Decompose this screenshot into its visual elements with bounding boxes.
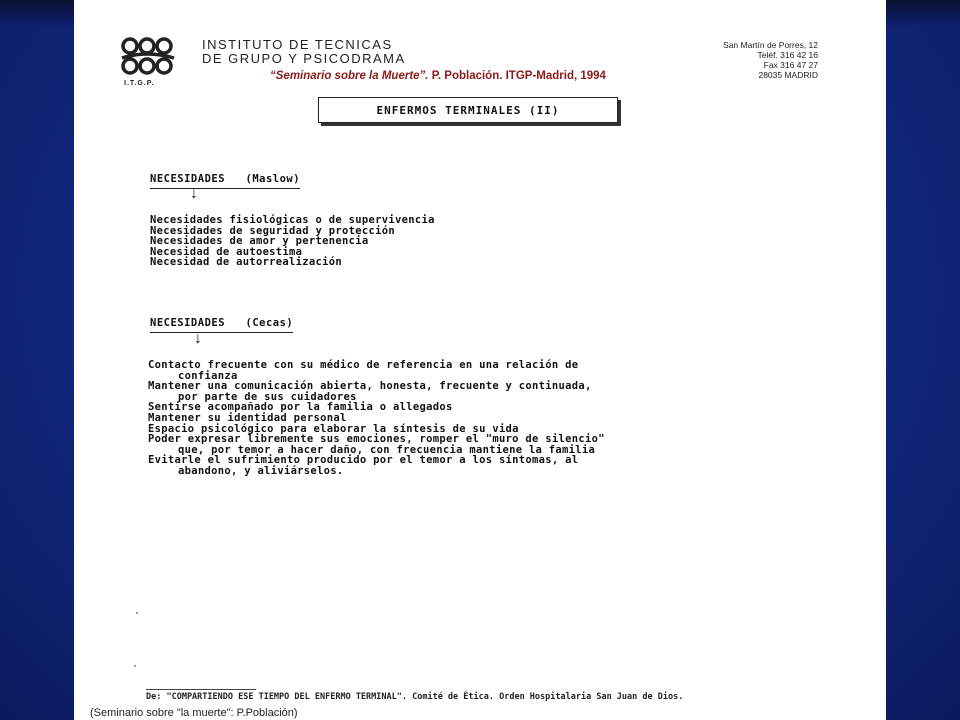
list-item: Necesidades fisiológicas o de supervivencia — [150, 214, 435, 226]
scan-speck — [134, 665, 136, 667]
maslow-list — [150, 215, 435, 268]
list-item: Sentirse acompañado por la familia o allegados — [148, 401, 453, 414]
institute-name — [202, 38, 406, 66]
list-item-continuation: abandono, y aliviárselos. — [178, 464, 344, 477]
list-item-continuation: que, por temor a hacer daño, con frecuencia mantiene la familia — [178, 443, 596, 456]
list-item: Espacio psicológico para elaborar la síntesis de su vida — [148, 422, 519, 435]
heading-underline — [150, 188, 300, 189]
scan-speck — [136, 612, 138, 614]
institute-line-1: INSTITUTO DE TECNICAS — [202, 37, 393, 52]
address-line: 28035 MADRID — [758, 70, 818, 80]
list-item: Contacto frecuente con su médico de referencia en una relación de — [148, 359, 579, 371]
title-box — [318, 97, 618, 123]
footer-rule — [146, 689, 256, 690]
footer-reference: (Seminario sobre "la muerte": P.Población) — [90, 707, 298, 719]
list-item: Necesidades de amor y pertenencia — [150, 235, 369, 248]
source-caption — [270, 70, 606, 82]
cecas-list — [148, 360, 605, 477]
address-line: San Martín de Porres, 12 — [723, 40, 818, 50]
footer-source: De: "COMPARTIENDO ESE TIEMPO DEL ENFERMO TERMINAL". Comité de Ética. Orden Hospitalaria San Juan de Dios. — [146, 692, 684, 702]
heading-underline — [150, 332, 293, 333]
list-item: Poder expresar libremente sus emociones, romper el "muro de silencio" — [148, 433, 605, 446]
down-arrow-icon: ↓ — [194, 330, 202, 347]
caption-rest: P. Población. ITGP-Madrid, 1994 — [428, 70, 606, 82]
list-item: Necesidad de autoestima — [150, 245, 303, 258]
document-title: ENFERMOS TERMINALES (II) — [376, 103, 560, 117]
list-item: Mantener una comunicación abierta, honesta, frecuente y continuada, — [148, 380, 592, 393]
address-line: Fax 316 47 27 — [763, 60, 818, 70]
institute-line-2: DE GRUPO Y PSICODRAMA — [202, 51, 406, 66]
maslow-heading-text: NECESIDADES (Maslow) — [150, 173, 301, 185]
list-item: Evitarle el sufrimiento producido por el temor a los síntomas, al — [148, 454, 579, 467]
scanned-page — [74, 0, 886, 720]
maslow-heading — [150, 173, 300, 185]
cecas-heading-text: NECESIDADES (Cecas) — [150, 317, 294, 329]
address-line: Teléf. 316 42 16 — [757, 50, 818, 60]
list-item: Mantener su identidad personal — [148, 411, 347, 424]
list-item: Necesidad de autorrealización — [150, 256, 343, 269]
list-item: Necesidades de seguridad y protección — [150, 224, 395, 237]
list-item-continuation: por parte de sus cuidadores — [178, 390, 357, 403]
down-arrow-icon: ↓ — [190, 185, 198, 202]
list-item-continuation: confianza — [178, 369, 238, 382]
cecas-heading — [150, 317, 293, 329]
address-block — [723, 40, 818, 80]
caption-italic: “Seminario sobre la Muerte”. — [270, 70, 429, 82]
logo-label: I.T.G.P. — [124, 80, 155, 87]
